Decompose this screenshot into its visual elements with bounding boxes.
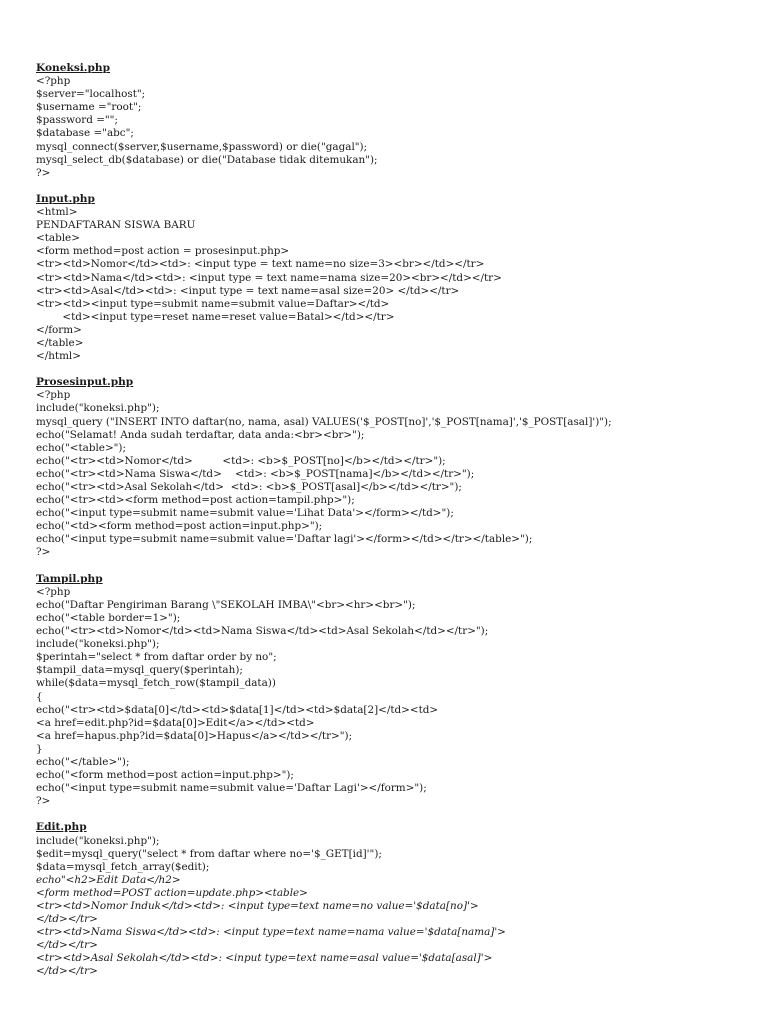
code-line: $tampil_data=mysql_query($perintah);: [36, 664, 243, 677]
code-line: <tr><td>Nama</td><td>: <input type = text name=nama size=20><br></td></tr>: [36, 271, 502, 284]
code-line: echo("Daftar Pengiriman Barang \"SEKOLAH IMBA\"<br><hr><br>");: [36, 598, 416, 611]
code-line: echo("<tr><td>Nomor</td><td>Nama Siswa</td><td>Asal Sekolah</td></tr>");: [36, 625, 489, 638]
code-line: echo("<tr><td>Asal Sekolah</td> <td>: <b>$_POST[asal]</b></td></tr>");: [36, 481, 462, 493]
code-line: <tr><td>Nomor</td><td>: <input type = text name=no size=3><br></td></tr>: [36, 258, 485, 271]
code-line: include("koneksi.php");: [36, 834, 160, 847]
code-line: while($data=mysql_fetch_row($tampil_data)): [36, 677, 276, 690]
code-line: mysql_query ("INSERT INTO daftar(no, nama, asal) VALUES('$_POST[no]','$_POST[nama]','$_POST[asal]')");: [36, 415, 612, 428]
code-line: include("koneksi.php");: [36, 402, 160, 415]
code-line-italic: echo"<h2>Edit Data</h2>: [36, 873, 181, 886]
code-line: echo("<table>");: [36, 441, 126, 454]
code-line-italic: <tr><td>Asal Sekolah</td><td>: <input type=text name=asal value='$data[asal]'>: [36, 952, 493, 965]
code-line: $server="localhost";: [36, 88, 146, 101]
code-line: echo("Selamat! Anda sudah terdaftar, data anda:<br><br>");: [36, 428, 365, 441]
code-line: $data=mysql_fetch_array($edit);: [36, 860, 210, 873]
code-line: echo("<form method=post action=input.php>");: [36, 769, 294, 782]
section-tampil: [36, 573, 756, 809]
code-line-italic: </td></tr>: [36, 939, 98, 952]
code-line: $username ="root";: [36, 101, 142, 114]
code-line: echo("<tr><td>Nama Siswa</td> <td>: <b>$_POST[nama]</b></td></tr>");: [36, 467, 475, 480]
code-line: $database ="abc";: [36, 127, 134, 140]
section-title: Prosesinput.php: [36, 376, 134, 389]
code-line: mysql_connect($server,$username,$password) or die("gagal");: [36, 140, 368, 153]
section-edit: [36, 821, 756, 978]
code-line: <form method=post action = prosesinput.php>: [36, 245, 290, 258]
code-line: {: [36, 690, 43, 703]
code-line: <?php: [36, 75, 71, 88]
code-line: </form>: [36, 323, 82, 336]
code-line: PENDAFTARAN SISWA BARU: [36, 219, 196, 232]
code-line: include("koneksi.php");: [36, 638, 160, 651]
code-line-italic: <tr><td>Nomor Induk</td><td>: <input type=text name=no value='$data[no]'>: [36, 900, 479, 912]
code-line: echo("<tr><td><form method=post action=tampil.php>");: [36, 494, 355, 507]
code-line-italic: </td></tr>: [36, 965, 98, 978]
code-line: </table>: [36, 336, 84, 349]
code-line: echo("<tr><td>Nomor</td> <td>: <b>$_POST[no]</b></td></tr>");: [36, 454, 446, 467]
code-line: <?php: [36, 389, 71, 402]
section-prosesinput: [36, 376, 756, 559]
code-line: echo("</table>");: [36, 755, 130, 768]
code-line-italic: <tr><td>Nama Siswa</td><td>: <input type=text name=nama value='$data[nama]'>: [36, 926, 506, 939]
code-line: $perintah="select * from daftar order by no";: [36, 651, 277, 664]
section-title: Edit.php: [36, 821, 87, 834]
code-line: </html>: [36, 350, 81, 363]
code-line: echo("<input type=submit name=submit value='Lihat Data'></form></td>");: [36, 507, 454, 520]
code-line: $edit=mysql_query("select * from daftar where no='$_GET[id]'");: [36, 847, 382, 860]
code-line: <td><input type=reset name=reset value=Batal></td></tr>: [36, 310, 395, 323]
code-line: echo("<input type=submit name=submit value='Daftar lagi'></form></td></tr></table>");: [36, 533, 533, 546]
section-input: [36, 193, 756, 363]
code-line: $password ="";: [36, 114, 118, 127]
code-line: <tr><td><input type=submit name=submit value=Daftar></td>: [36, 297, 390, 310]
code-line: echo("<tr><td>$data[0]</td><td>$data[1]</td><td>$data[2]</td><td>: [36, 703, 439, 716]
code-line-italic: </td></tr>: [36, 913, 98, 926]
code-line: <a href=hapus.php?id=$data[0]>Hapus</a></td></tr>");: [36, 729, 353, 742]
code-line: ?>: [36, 795, 51, 808]
code-line: echo("<td><form method=post action=input.php>");: [36, 520, 323, 533]
code-line: ?>: [36, 546, 51, 559]
section-koneksi: [36, 62, 756, 180]
section-title: Koneksi.php: [36, 62, 111, 74]
document-page: [36, 62, 756, 992]
section-title: Tampil.php: [36, 572, 103, 585]
code-line: <table>: [36, 232, 80, 245]
code-line: }: [36, 742, 43, 755]
code-line: echo("<input type=submit name=submit value='Daftar Lagi'></form>");: [36, 782, 427, 795]
code-line: ?>: [36, 166, 51, 179]
code-line: <?php: [36, 585, 71, 598]
code-line: <html>: [36, 206, 78, 219]
code-line-italic: <form method=POST action=update.php><table>: [36, 886, 308, 899]
code-line: echo("<table border=1>");: [36, 611, 181, 624]
section-title: Input.php: [36, 192, 95, 205]
code-line: <tr><td>Asal</td><td>: <input type = text name=asal size=20> </td></tr>: [36, 284, 460, 297]
code-line: <a href=edit.php?id=$data[0]>Edit</a></td><td>: [36, 716, 315, 729]
code-line: mysql_select_db($database) or die("Database tidak ditemukan");: [36, 153, 378, 166]
